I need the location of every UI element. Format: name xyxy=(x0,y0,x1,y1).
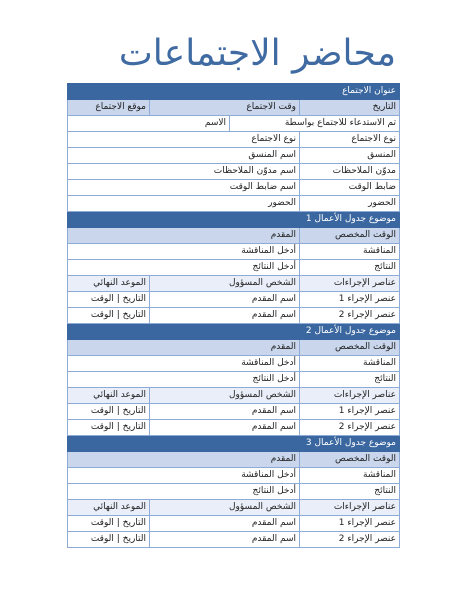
agenda-topic-title[interactable]: موضوع جدول الأعمال 2 xyxy=(68,324,400,340)
attendees-label: الحضور xyxy=(300,196,400,212)
meeting-type-row xyxy=(68,132,400,148)
attendees-row xyxy=(68,196,400,212)
deadline-label: الموعد النهائي xyxy=(68,500,150,516)
action-person[interactable]: اسم المقدم xyxy=(150,292,300,308)
action-deadline[interactable]: التاريخ | الوقت xyxy=(68,292,150,308)
action-deadline[interactable]: التاريخ | الوقت xyxy=(68,532,150,548)
agenda-topic-title[interactable]: موضوع جدول الأعمال 3 xyxy=(68,436,400,452)
time-label[interactable]: وقت الاجتماع xyxy=(150,100,300,116)
meeting-type-label: نوع الاجتماع xyxy=(300,132,400,148)
facilitator-row xyxy=(68,148,400,164)
page-title: محاضر الاجتماعات xyxy=(118,33,396,74)
presenter-label[interactable]: المقدم xyxy=(68,340,300,356)
action-deadline[interactable]: التاريخ | الوقت xyxy=(68,308,150,324)
conclusions-value[interactable]: أدخل النتائج xyxy=(68,484,300,500)
discussion-label: المناقشة xyxy=(300,468,400,484)
meeting-header-row xyxy=(68,84,400,100)
meeting-info-row xyxy=(68,100,400,116)
action-deadline[interactable]: التاريخ | الوقت xyxy=(68,516,150,532)
action-items-label: عناصر الإجراءات xyxy=(300,388,400,404)
discussion-value[interactable]: أدخل المناقشة xyxy=(68,244,300,260)
action-item[interactable]: عنصر الإجراء 1 xyxy=(300,404,400,420)
agenda-topic-row xyxy=(68,324,400,340)
discussion-value[interactable]: أدخل المناقشة xyxy=(68,356,300,372)
meeting-type-value[interactable]: نوع الاجتماع xyxy=(68,132,300,148)
action-item-row xyxy=(68,292,400,308)
action-items-label: عناصر الإجراءات xyxy=(300,276,400,292)
conclusions-row xyxy=(68,484,400,500)
conclusions-value[interactable]: أدخل النتائج xyxy=(68,372,300,388)
agenda-topic-row xyxy=(68,436,400,452)
action-person[interactable]: اسم المقدم xyxy=(150,308,300,324)
conclusions-label: النتائج xyxy=(300,484,400,500)
action-item[interactable]: عنصر الإجراء 2 xyxy=(300,420,400,436)
action-person[interactable]: اسم المقدم xyxy=(150,404,300,420)
action-deadline[interactable]: التاريخ | الوقت xyxy=(68,420,150,436)
action-item[interactable]: عنصر الإجراء 2 xyxy=(300,308,400,324)
action-header-row xyxy=(68,500,400,516)
facilitator-label: المنسق xyxy=(300,148,400,164)
conclusions-value[interactable]: أدخل النتائج xyxy=(68,260,300,276)
action-item-row xyxy=(68,404,400,420)
action-deadline[interactable]: التاريخ | الوقت xyxy=(68,404,150,420)
time-allotted-label[interactable]: الوقت المخصص xyxy=(300,452,400,468)
time-allotted-label[interactable]: الوقت المخصص xyxy=(300,340,400,356)
date-label[interactable]: التاريخ xyxy=(300,100,400,116)
notetaker-label: مدوّن الملاحظات xyxy=(300,164,400,180)
called-by-row xyxy=(68,116,400,132)
facilitator-value[interactable]: اسم المنسق xyxy=(68,148,300,164)
presenter-label[interactable]: المقدم xyxy=(68,228,300,244)
person-responsible-label: الشخص المسؤول xyxy=(150,276,300,292)
meeting-title-field[interactable]: عنوان الاجتماع xyxy=(68,84,400,100)
discussion-row xyxy=(68,356,400,372)
discussion-row xyxy=(68,468,400,484)
action-items-label: عناصر الإجراءات xyxy=(300,500,400,516)
called-by-value[interactable]: الاسم xyxy=(68,116,230,132)
agenda-topic-title[interactable]: موضوع جدول الأعمال 1 xyxy=(68,212,400,228)
minutes-table xyxy=(67,83,400,548)
action-person[interactable]: اسم المقدم xyxy=(150,532,300,548)
deadline-label: الموعد النهائي xyxy=(68,276,150,292)
action-header-row xyxy=(68,388,400,404)
attendees-value[interactable]: الحضور xyxy=(68,196,300,212)
action-header-row xyxy=(68,276,400,292)
location-label[interactable]: موقع الاجتماع xyxy=(68,100,150,116)
agenda-time-row xyxy=(68,340,400,356)
action-item-row xyxy=(68,420,400,436)
discussion-label: المناقشة xyxy=(300,356,400,372)
conclusions-row xyxy=(68,372,400,388)
deadline-label: الموعد النهائي xyxy=(68,388,150,404)
conclusions-row xyxy=(68,260,400,276)
action-item[interactable]: عنصر الإجراء 2 xyxy=(300,532,400,548)
timekeeper-label: ضابط الوقت xyxy=(300,180,400,196)
action-item[interactable]: عنصر الإجراء 1 xyxy=(300,292,400,308)
conclusions-label: النتائج xyxy=(300,260,400,276)
action-person[interactable]: اسم المقدم xyxy=(150,516,300,532)
notetaker-value[interactable]: اسم مدوّن الملاحظات xyxy=(68,164,300,180)
person-responsible-label: الشخص المسؤول xyxy=(150,388,300,404)
person-responsible-label: الشخص المسؤول xyxy=(150,500,300,516)
timekeeper-row xyxy=(68,180,400,196)
presenter-label[interactable]: المقدم xyxy=(68,452,300,468)
action-person[interactable]: اسم المقدم xyxy=(150,420,300,436)
timekeeper-value[interactable]: اسم ضابط الوقت xyxy=(68,180,300,196)
called-by-label: تم الاستدعاء للاجتماع بواسطة xyxy=(230,116,400,132)
action-item-row xyxy=(68,532,400,548)
conclusions-label: النتائج xyxy=(300,372,400,388)
action-item-row xyxy=(68,516,400,532)
action-item[interactable]: عنصر الإجراء 1 xyxy=(300,516,400,532)
action-item-row xyxy=(68,308,400,324)
discussion-value[interactable]: أدخل المناقشة xyxy=(68,468,300,484)
discussion-row xyxy=(68,244,400,260)
notetaker-row xyxy=(68,164,400,180)
agenda-time-row xyxy=(68,228,400,244)
time-allotted-label[interactable]: الوقت المخصص xyxy=(300,228,400,244)
agenda-topic-row xyxy=(68,212,400,228)
agenda-time-row xyxy=(68,452,400,468)
discussion-label: المناقشة xyxy=(300,244,400,260)
